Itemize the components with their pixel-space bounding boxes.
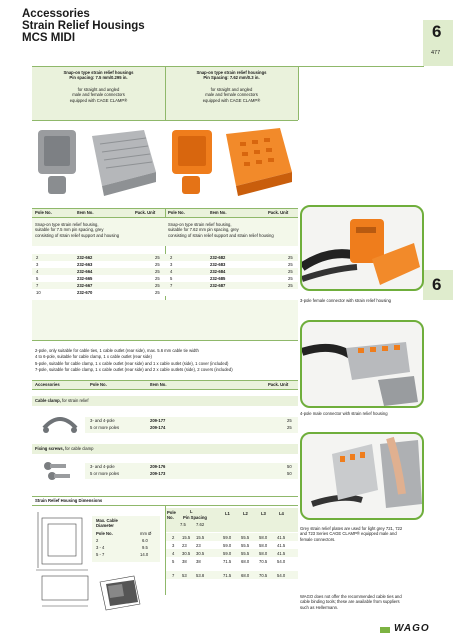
max-row-pole: 3 - 4 xyxy=(96,545,105,550)
dims-cell: 3 xyxy=(172,542,175,548)
dims-cell: 53 xyxy=(182,572,187,578)
max-row-mm: 6.0 xyxy=(142,538,148,543)
cable-clamp-title: Cable clamp, for strain relief xyxy=(35,398,89,403)
left-row-pack: 25 xyxy=(155,290,160,295)
caption-grey-plates: Grey strain relief plates are used for light grey 721, 722 and 723 Series CAGE CLAMP® equipped male and female connectors. xyxy=(300,526,403,542)
screw-item-2: 209-173 xyxy=(150,471,166,476)
dims-cell: 71.5 xyxy=(223,558,232,564)
dims-cell: 59.0 xyxy=(223,550,232,556)
left-row-pole: 7 xyxy=(36,283,39,288)
clamp-item-2: 209-174 xyxy=(150,425,166,430)
right-row-pole: 3 xyxy=(170,262,173,267)
right-row-pole: 7 xyxy=(170,283,173,288)
screw-pack-1: 50 xyxy=(287,464,292,469)
right-row-pack: 25 xyxy=(288,276,293,281)
grey-housing-image xyxy=(36,126,160,200)
dims-cell: 58.0 xyxy=(259,542,268,548)
dims-cell: 7 xyxy=(172,572,175,578)
left-row-item: 232-665 xyxy=(77,276,93,281)
screw-pole-2: 5 or more poles xyxy=(90,471,120,476)
left-row-pole: 2 xyxy=(36,255,39,260)
right-row-item: 232-687 xyxy=(210,283,226,288)
right-row-pack: 25 xyxy=(288,262,293,267)
dims-cell: 30.5 xyxy=(196,550,205,556)
max-row-mm: 9.5 xyxy=(142,545,148,550)
dims-cell: 70.5 xyxy=(259,572,268,578)
dims-cell: 54.0 xyxy=(277,572,286,578)
caption-suppliers: WAGO does not offer the recommended cable ties and cable binding tools; these are available from suppliers such as Hellermann. xyxy=(300,594,402,610)
th-pole-left: Pole No. xyxy=(35,210,52,215)
acc-head: Accessories xyxy=(35,382,60,387)
page-title-line3: MCS MIDI xyxy=(22,32,76,44)
th-item-left: Item No. xyxy=(77,210,94,215)
dims-head-l1: L1 xyxy=(225,511,230,516)
dims-title: Strain Relief Housing Dimensions xyxy=(35,498,103,503)
fixing-screws-title: Fixing screws, for cable clamp xyxy=(35,446,94,451)
dims-cell: 68.0 xyxy=(241,572,250,578)
page-title-line2: Strain Relief Housings xyxy=(22,20,145,32)
caption-female: 3-pole female connector with strain relief housing xyxy=(300,298,392,303)
screw-pole-1: 3- and 4-pole xyxy=(90,464,115,469)
right-row-item: 232-683 xyxy=(210,262,226,267)
right-row-pack: 25 xyxy=(288,269,293,274)
housing-notes: 2-pole, only suitable for cable ties, 1 cable outlet (rear side), max. 5.6 mm cable tie width 4 to 6-pole, suitable for cable clamp, 1 x cable outlet (rear side) 5-pole, suitable for cable clamp, 1 x cable outlet (rear side) and 1 x cable outlet (side), 1 cover (included) 7-pole, suitable for cable clamp, 1 x cable outlet (rear side) and 2 x cable outlets (side), 2 covers (included) xyxy=(35,348,233,372)
clamp-pole-2: 5 or more poles xyxy=(90,425,120,430)
clamp-item-1: 209-177 xyxy=(150,418,166,423)
dims-cell: 15.5 xyxy=(196,534,205,540)
right-row-item: 232-682 xyxy=(210,255,226,260)
left-row-pack: 25 xyxy=(155,269,160,274)
dims-cell: 55.5 xyxy=(241,542,250,548)
left-row-pack: 25 xyxy=(155,276,160,281)
dims-cell: 38 xyxy=(182,558,187,564)
dims-cell: 70.5 xyxy=(259,558,268,564)
right-row-pole: 5 xyxy=(170,276,173,281)
dims-cell: 4 xyxy=(172,550,175,556)
dims-cell: 30.5 xyxy=(182,550,191,556)
dims-cell: 68.0 xyxy=(241,558,250,564)
chapter-number: 6 xyxy=(432,22,442,41)
dims-cell: 59.0 xyxy=(223,542,232,548)
left-row-pole: 5 xyxy=(36,276,39,281)
left-row-pack: 25 xyxy=(155,262,160,267)
chapter-tab-2 xyxy=(423,270,453,300)
dims-cell: 41.5 xyxy=(277,534,286,540)
right-row-item: 232-685 xyxy=(210,276,226,281)
column-left-header: Snap-on type strain relief housings Pin spacing: 7.5 mm/0.295 in. for straight and angled male and female connectors equipped with CAGE CLAMP® xyxy=(63,70,134,103)
left-row-item: 232-670 xyxy=(77,290,93,295)
clamp-pack-2: 25 xyxy=(287,425,292,430)
orange-housing-image xyxy=(170,124,294,202)
clamp-pole-1: 3- and 4-pole xyxy=(90,418,115,423)
dims-cell: 54.0 xyxy=(277,558,286,564)
dims-sp2: 7.62 xyxy=(196,522,205,527)
chapter-tab xyxy=(423,20,453,66)
max-row-pole: 5 - 7 xyxy=(96,552,105,557)
dims-cell: 2 xyxy=(172,534,175,540)
dims-cell: 53.8 xyxy=(196,572,205,578)
dims-cell: 58.0 xyxy=(259,550,268,556)
screw-item-1: 209-176 xyxy=(150,464,166,469)
right-intro: Snap-on type strain relief housing, suitable for 7.62 mm pin spacing, grey consisting of strain relief support and strain relief housing xyxy=(168,222,274,238)
photo-female-connector xyxy=(300,205,424,291)
dims-head-l: L xyxy=(190,509,193,514)
acc-head-pack: Pack. Unit xyxy=(268,382,289,387)
right-row-item: 232-684 xyxy=(210,269,226,274)
max-row-pole: 2 xyxy=(96,538,99,543)
chapter-number-2: 6 xyxy=(432,275,442,294)
dims-cell: 55.5 xyxy=(241,534,250,540)
cable-clamp-image xyxy=(40,408,80,436)
dims-cell: 41.5 xyxy=(277,550,286,556)
th-pack-right: Pack. Unit xyxy=(268,210,289,215)
dims-head-l3: L3 xyxy=(261,511,266,516)
max-head-pole: Pole No. xyxy=(96,531,113,536)
clamp-pack-1: 25 xyxy=(287,418,292,423)
dims-head-l4: L4 xyxy=(279,511,284,516)
dims-cell: 58.0 xyxy=(259,534,268,540)
caption-male: 4-pole male connector with strain relief housing xyxy=(300,411,388,416)
right-row-pack: 25 xyxy=(288,283,293,288)
dims-head-spacing: Pin Spacing xyxy=(183,515,207,520)
dims-cell: 5 xyxy=(172,558,175,564)
dims-cell: 71.5 xyxy=(223,572,232,578)
left-row-pole: 4 xyxy=(36,269,39,274)
left-row-pack: 25 xyxy=(155,283,160,288)
wago-logo: WAGO xyxy=(394,623,430,634)
left-row-item: 232-663 xyxy=(77,262,93,267)
dims-head-pole: Pole No. xyxy=(167,510,176,521)
dims-cell: 41.5 xyxy=(277,542,286,548)
dims-cell: 38 xyxy=(196,558,201,564)
left-row-item: 232-662 xyxy=(77,255,93,260)
dims-cell: 23 xyxy=(196,542,201,548)
column-right-header: Snap-on type strain relief housings Pin Spacing: 7.62 mm/0.3 in. for straight and angled male and female connectors equipped with CAGE CLAMP® xyxy=(196,70,267,103)
max-cable-title: Max. Cable Diameter xyxy=(96,518,118,529)
dims-head-l2: L2 xyxy=(243,511,248,516)
page-number: 477 xyxy=(431,50,441,56)
left-row-pole: 3 xyxy=(36,262,39,267)
screw-pack-2: 50 xyxy=(287,471,292,476)
th-item-right: Item No. xyxy=(210,210,227,215)
max-head-mm: mm Ø xyxy=(140,531,152,536)
dims-cell: 15.5 xyxy=(182,534,191,540)
left-row-pack: 25 xyxy=(155,255,160,260)
acc-head-item: Item No. xyxy=(150,382,167,387)
left-row-item: 232-667 xyxy=(77,283,93,288)
photo-male-connector xyxy=(300,320,424,408)
fixing-screws-image xyxy=(40,458,80,482)
acc-head-pole: Pole No. xyxy=(90,382,107,387)
dims-sp1: 7.5 xyxy=(180,522,186,527)
th-pole-right: Pole No. xyxy=(168,210,185,215)
dims-cell: 59.0 xyxy=(223,534,232,540)
photo-grey-plates xyxy=(300,432,424,520)
page-title-line1: Accessories xyxy=(22,8,90,20)
left-intro: Snap-on type strain relief housing, suitable for 7.5 mm pin spacing, grey consisting of strain relief support and housing xyxy=(35,222,120,238)
left-row-item: 232-664 xyxy=(77,269,93,274)
dims-cell: 23 xyxy=(182,542,187,548)
dims-cell: 55.5 xyxy=(241,550,250,556)
th-pack-left: Pack. Unit xyxy=(135,210,156,215)
logo-mark xyxy=(380,627,390,633)
right-row-pack: 25 xyxy=(288,255,293,260)
right-row-pole: 4 xyxy=(170,269,173,274)
left-row-pole: 10 xyxy=(36,290,41,295)
max-row-mm: 14.0 xyxy=(140,552,149,557)
right-row-pole: 2 xyxy=(170,255,173,260)
